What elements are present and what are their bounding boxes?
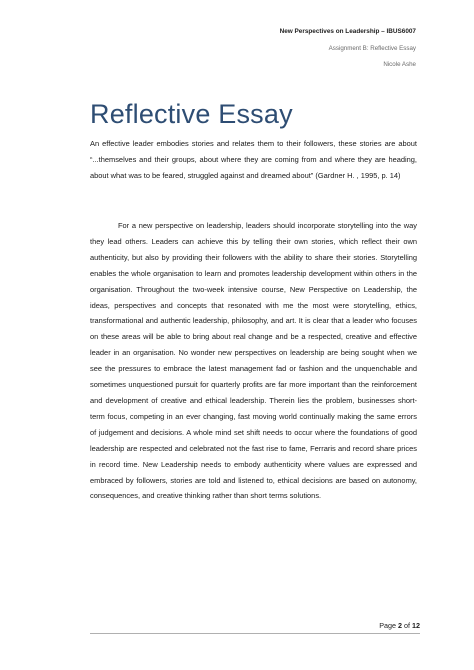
paragraph-body: For a new perspective on leadership, leaders should incorporate storytelling into the way they lead others. Leaders can achieve this by telling their own stories, which reflect their own authenticity, but also by providing their followers with the ability to share their stories. Storytelling enables the whole organisation to learn and promotes leadership development within others in the organisation. Throughout the two-week intensive course, New Perspective on Leadership, the ideas, perspectives and concepts that resonated with me the most were storytelling, ethics, transformational and authentic leadership, philosophy, and art. It is clear that a leader who focuses on these areas will be able to bring about real change and be a respected, creative and effective leader in an organisation. No wonder new perspectives on leadership are being sought when we see the pressures to embrace the latest management fad or fashion and the unquenchable and sometimes unquestioned pursuit for quarterly profits are far more important than the reinforcement and development of creative and ethical leadership. Therein lies the problem, businesses short-term focus, competing in an ever changing, fast moving world continually making the same errors of judgement and decisions. A whole mind set shift needs to occur where the foundations of good leadership are respected and celebrated not the fast rise to fame, Ferraris and record share prices in record time. New Leadership needs to embody authenticity where values are expressed and embraced by followers, stories are told and listened to, ethical decisions are based on autonomy, consequences, and creative thinking rather than short terms solutions. [90, 221, 417, 501]
page-header [280, 28, 416, 69]
header-assignment: Assignment B: Reflective Essay [328, 45, 416, 52]
paragraph-intro-quote: An effective leader embodies stories and relates them to their followers, these stories are about “...themselves and their groups, about where they are coming from and where they are heading, about what was to be feared, struggled against and dreamed about” (Gardner H. , 1995, p. 14) [90, 139, 417, 180]
page-number [379, 621, 420, 630]
page-total: 12 [412, 621, 420, 630]
header-author: Nicole Ashe [383, 61, 416, 68]
document-title: Reflective Essay [90, 99, 293, 129]
header-course-title: New Perspectives on Leadership – IBUS6007 [279, 28, 416, 35]
footer-divider [90, 633, 420, 634]
page-of-word: of [404, 621, 410, 630]
page-current: 2 [398, 621, 402, 630]
page-word: Page [379, 621, 396, 630]
